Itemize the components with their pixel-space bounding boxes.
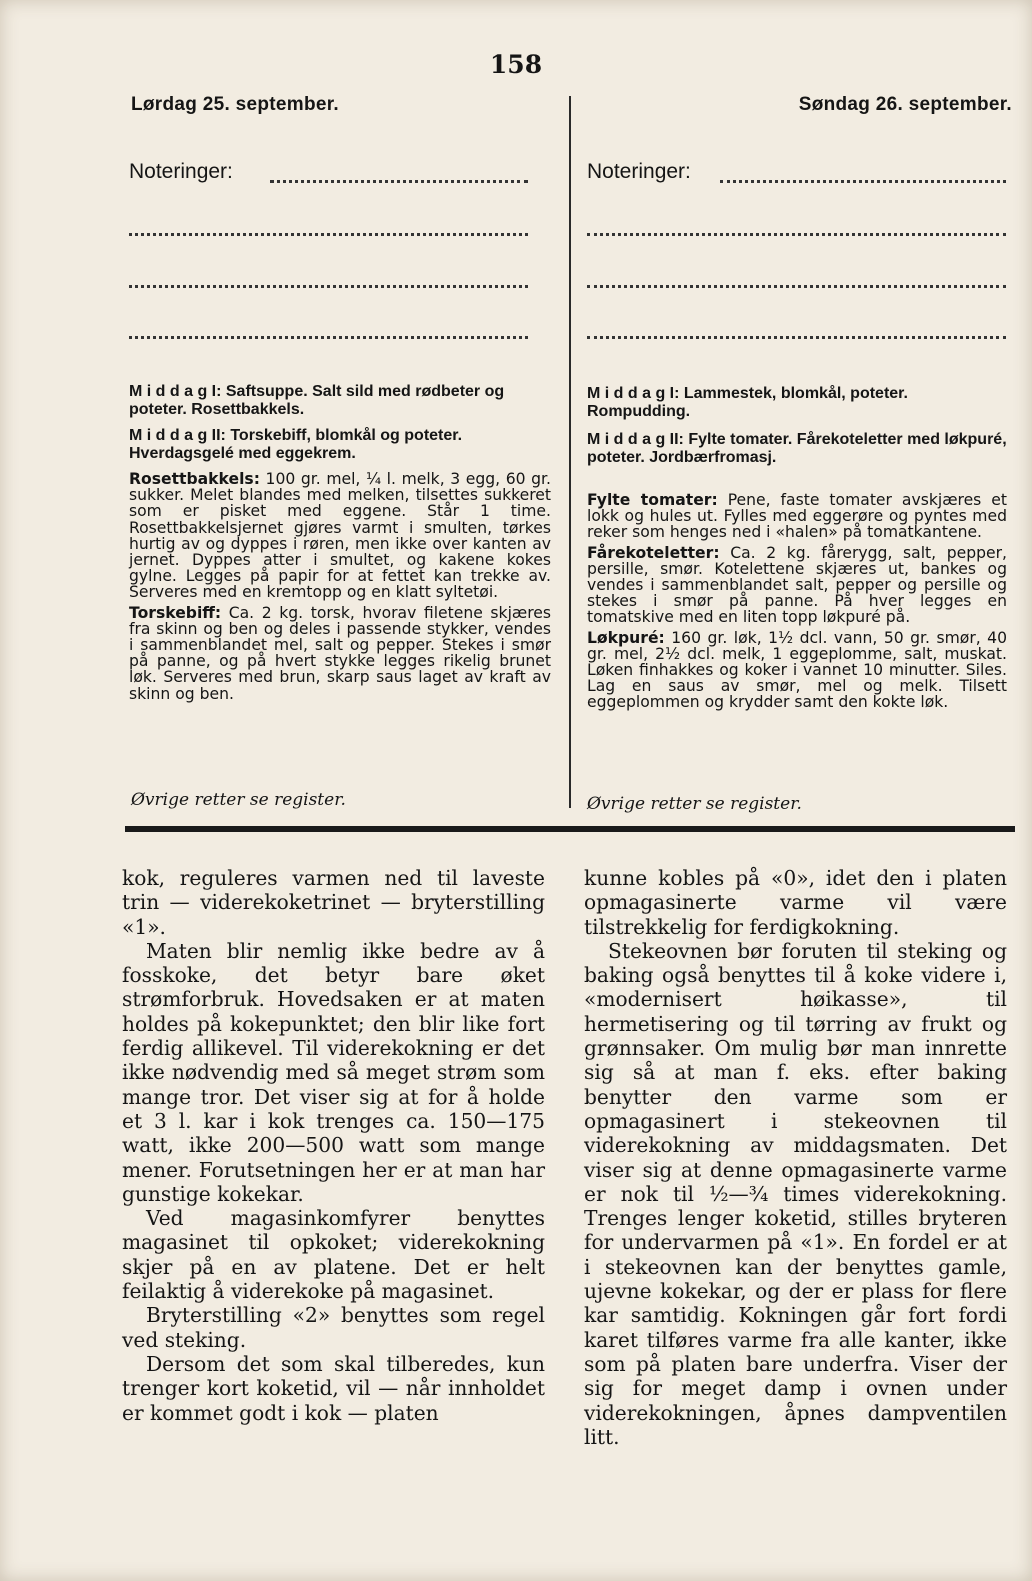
notes-label: Noteringer: bbox=[587, 160, 691, 183]
recipes-left bbox=[129, 471, 551, 706]
recipe-name: Løkpuré: bbox=[587, 628, 665, 647]
paragraph: Stekeovnen bør foruten til steking og baking også benyttes til å koke videre i, «modernisert høikasse», til hermetisering og til tørring av frukt og grønnsaker. Om mulig bør man innrette sig så at man f. eks. efter baking benytter den varme som er opmagasinert i stekeovnen til viderekokning av middagsmaten. Det viser sig at denne opmagasinerte varme er nok til ½—¾ times viderekokning. Trenges lenger koketid, stilles bryteren for undervarmen på «1». En fordel er at i stekeovnen kan der benyttes gamle, ujevne kokekar, og der er plass for flere kar samtidig. Kokningen går fort fordi karet tilføres varme fra alle kanter, ikke som på platen bare underfra. Viser der sig for meget damp i ovnen under viderekokningen, åpnes dampventilen litt. bbox=[584, 938, 1007, 1449]
recipe bbox=[587, 545, 1007, 626]
column-divider bbox=[569, 96, 571, 808]
recipe-name: Rosettbakkels: bbox=[129, 470, 260, 488]
recipe-name: Fylte tomater: bbox=[587, 491, 718, 509]
paragraph: kunne kobles på «0», idet den i platen opmagasinerte varme vil være tilstrekkelig for ferdigkokning. bbox=[584, 866, 1007, 939]
recipe bbox=[129, 471, 551, 601]
recipes-right bbox=[587, 492, 1007, 715]
menu-dinner-2: M i d d a g II: Fylte tomater. Fårekoteletter med løkpuré, poteter. Jordbærfromasj. bbox=[587, 431, 1007, 466]
recipe-text: Ca. 2 kg. torsk, hvorav filetene skjæres fra skinn og ben og deles i passende stykker, vendes i sammenblandet mel, salt og pepper. Stekes i smør på panne, og på hvert stykke legges rikelig brunet løk. Serveres med brun, skarp saus laget av kraft av skinn og ben. bbox=[129, 603, 551, 703]
paragraph: Dersom det som skal tilberedes, kun trenger kort koketid, vil — når innholdet er kommet godt i kok — platen bbox=[122, 1351, 545, 1425]
paragraph: Ved magasinkomfyrer benyttes magasinet til opkoket; viderekokning skjer på en av platene. Det er helt feilaktig å viderekoke på magasinet. bbox=[122, 1206, 545, 1304]
recipe-name: Torskebiff: bbox=[129, 603, 222, 622]
other-dishes-note: Øvrige retter se register. bbox=[587, 794, 802, 814]
body-column-left bbox=[122, 866, 545, 1425]
paragraph: kok, reguleres varmen ned til laveste trin — viderekoketrinet — bryterstilling «1». bbox=[122, 866, 545, 939]
recipe-name: Fårekoteletter: bbox=[587, 543, 720, 562]
notes-line bbox=[720, 178, 1006, 183]
notes-line bbox=[129, 283, 528, 288]
notes-line bbox=[129, 231, 528, 236]
notes-line bbox=[587, 334, 1006, 339]
menu-dinner-1: M i d d a g I: Saftsuppe. Salt sild med rødbeter og poteter. Rosettbakkels. bbox=[129, 383, 505, 418]
menu-dinner-2: M i d d a g II: Torskebiff, blomkål og poteter. Hverdagsgelé med eggekrem. bbox=[129, 427, 463, 462]
recipe-text: Pene, faste tomater avskjæres et lokk og hules ut. Fylles med eggerøre og pyntes med reker som henges ned i «halen» på tomatkantene. bbox=[587, 491, 1007, 542]
day-heading-left: Lørdag 25. september. bbox=[131, 94, 339, 115]
paragraph: Maten blir nemlig ikke bedre av å fosskoke, det betyr bare øket strømforbruk. Hovedsaken er at maten holdes på kokepunktet; den blir like fort ferdig allikevel. Til viderekokning er det ikke nødvendig med så meget strøm som mange tror. Det viser sig at for å holde et 3 l. kar i kok trenges ca. 150—175 watt, ikke 200—500 watt som mange mener. Forutsetningen her er at man har gunstige kokekar. bbox=[122, 938, 545, 1206]
notes-line bbox=[587, 283, 1006, 288]
menu-dinner-1: M i d d a g I: Lammestek, blomkål, poteter. Rompudding. bbox=[587, 385, 908, 420]
recipe bbox=[129, 605, 551, 702]
day-heading-right: Søndag 26. september. bbox=[798, 94, 1012, 115]
page-number: 158 bbox=[489, 50, 543, 79]
section-rule bbox=[125, 826, 1015, 832]
recipe-text: 160 gr. løk, 1½ dcl. vann, 50 gr. smør, 40 gr. mel, 2½ dcl. melk, 1 eggeplomme, salt, muskat. Løken finhakkes og koker i vannet 10 minutter. Siles. Lag en saus av smør, mel og melk. Tilsett eggeplommen og krydder samt den kokte løk. bbox=[587, 628, 1007, 712]
notes-line bbox=[270, 178, 528, 183]
other-dishes-note: Øvrige retter se register. bbox=[131, 790, 346, 810]
recipe-text: Ca. 2 kg. fårerygg, salt, pepper, persille, smør. Kotelettene skjæres ut, bankes og vendes i sammenblandet salt, pepper og persille og stekes i smør på panne. På hver legges en tomatskive med en liten topp løkpuré på. bbox=[587, 543, 1007, 627]
notes-line bbox=[587, 231, 1006, 236]
notes-line bbox=[129, 334, 528, 339]
recipe bbox=[587, 492, 1007, 541]
paragraph: Bryterstilling «2» benyttes som regel ved steking. bbox=[122, 1303, 545, 1352]
recipe bbox=[587, 630, 1007, 711]
notes-label: Noteringer: bbox=[129, 160, 233, 183]
recipe-text: 100 gr. mel, ¼ l. melk, 3 egg, 60 gr. sukker. Melet blandes med melken, tilsettes sukkeret som er pisket med eggene. Står 1 time. Rosettbakkelsjernet gjøres varmt i smulten, tørkes hurtig av og dyppes i røren, men ikke over kanten av jernet. Dyppes atter i smultet, og kakene kokes gylne. Legges på papir for at fettet kan trekke av. Serveres med en kremtopp og en klatt syltetøi. bbox=[129, 470, 551, 602]
body-column-right bbox=[584, 866, 1007, 1449]
